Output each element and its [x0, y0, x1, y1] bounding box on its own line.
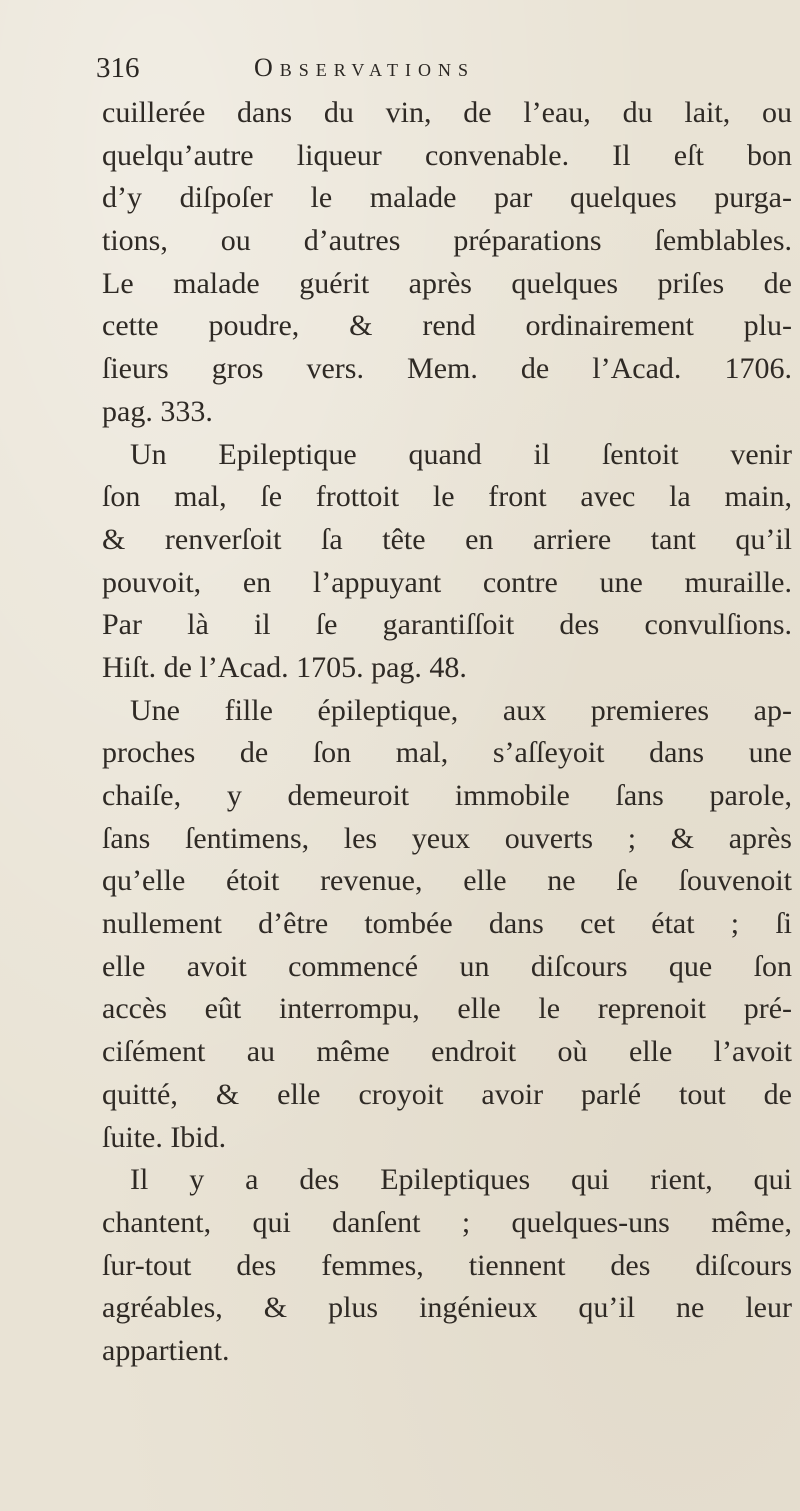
text-line: quitté, & elle croyoit avoir parlé tout de: [102, 1077, 792, 1111]
text-line: elle avoit commencé un diſcours que ſon: [102, 949, 792, 983]
text-line: appartient.: [102, 1333, 230, 1367]
text-line: pouvoit, en l’appuyant contre une muraille.: [102, 565, 792, 599]
text-line: pag. 333.: [102, 394, 213, 428]
running-head: Observations: [254, 53, 476, 82]
text-line: Par là il ſe garantiſſoit des convulſions.: [102, 608, 792, 642]
text-line: ſur-tout des femmes, tiennent des diſcours: [102, 1248, 792, 1282]
text-line: ſuite. Ibid.: [102, 1120, 227, 1154]
text-line: nullement d’être tombée dans cet état ; ſi: [102, 907, 792, 941]
text-line: ciſément au même endroit où elle l’avoit: [102, 1035, 792, 1069]
text-line: tions, ou d’autres préparations ſemblables.: [102, 224, 792, 258]
text-line: & renverſoit ſa tête en arriere tant qu’il: [102, 522, 792, 556]
text-line: Il y a des Epileptiques qui rient, qui: [130, 1163, 792, 1197]
page-number: 316: [96, 52, 140, 84]
text-line: chaiſe, y demeuroit immobile ſans parole,: [102, 779, 792, 812]
text-line: Une fille épileptique, aux premieres ap-: [130, 693, 792, 727]
text-line: ſieurs gros vers. Mem. de l’Acad. 1706.: [102, 352, 792, 386]
text-line: accès eût interrompu, elle le reprenoit pré-: [102, 992, 792, 1026]
text-line: Hiſt. de l’Acad. 1705. pag. 48.: [102, 650, 467, 684]
text-line: proches de ſon mal, s’aſſeyoit dans une: [102, 736, 792, 770]
text-line: d’y diſpoſer le malade par quelques purga-: [102, 181, 792, 215]
body-text: [102, 92, 792, 1373]
page-header: [96, 46, 656, 90]
text-line: Le malade guérit après quelques priſes de: [102, 266, 792, 300]
text-line: quelqu’autre liqueur convenable. Il eſt bon: [102, 138, 792, 172]
text-line: ſon mal, ſe frottoit le front avec la main,: [102, 480, 792, 514]
text-line: cette poudre, & rend ordinairement plu-: [102, 309, 792, 343]
text-line: ſans ſentimens, les yeux ouverts ; & après: [102, 821, 792, 855]
text-line: qu’elle étoit revenue, elle ne ſe ſouvenoit: [102, 864, 792, 898]
text-line: chantent, qui danſent ; quelques-uns même,: [102, 1205, 792, 1239]
text-line: cuillerée dans du vin, de l’eau, du lait, ou: [102, 96, 792, 129]
text-line: agréables, & plus ingénieux qu’il ne leur: [102, 1291, 792, 1325]
text-line: Un Epileptique quand il ſentoit venir: [130, 437, 792, 471]
